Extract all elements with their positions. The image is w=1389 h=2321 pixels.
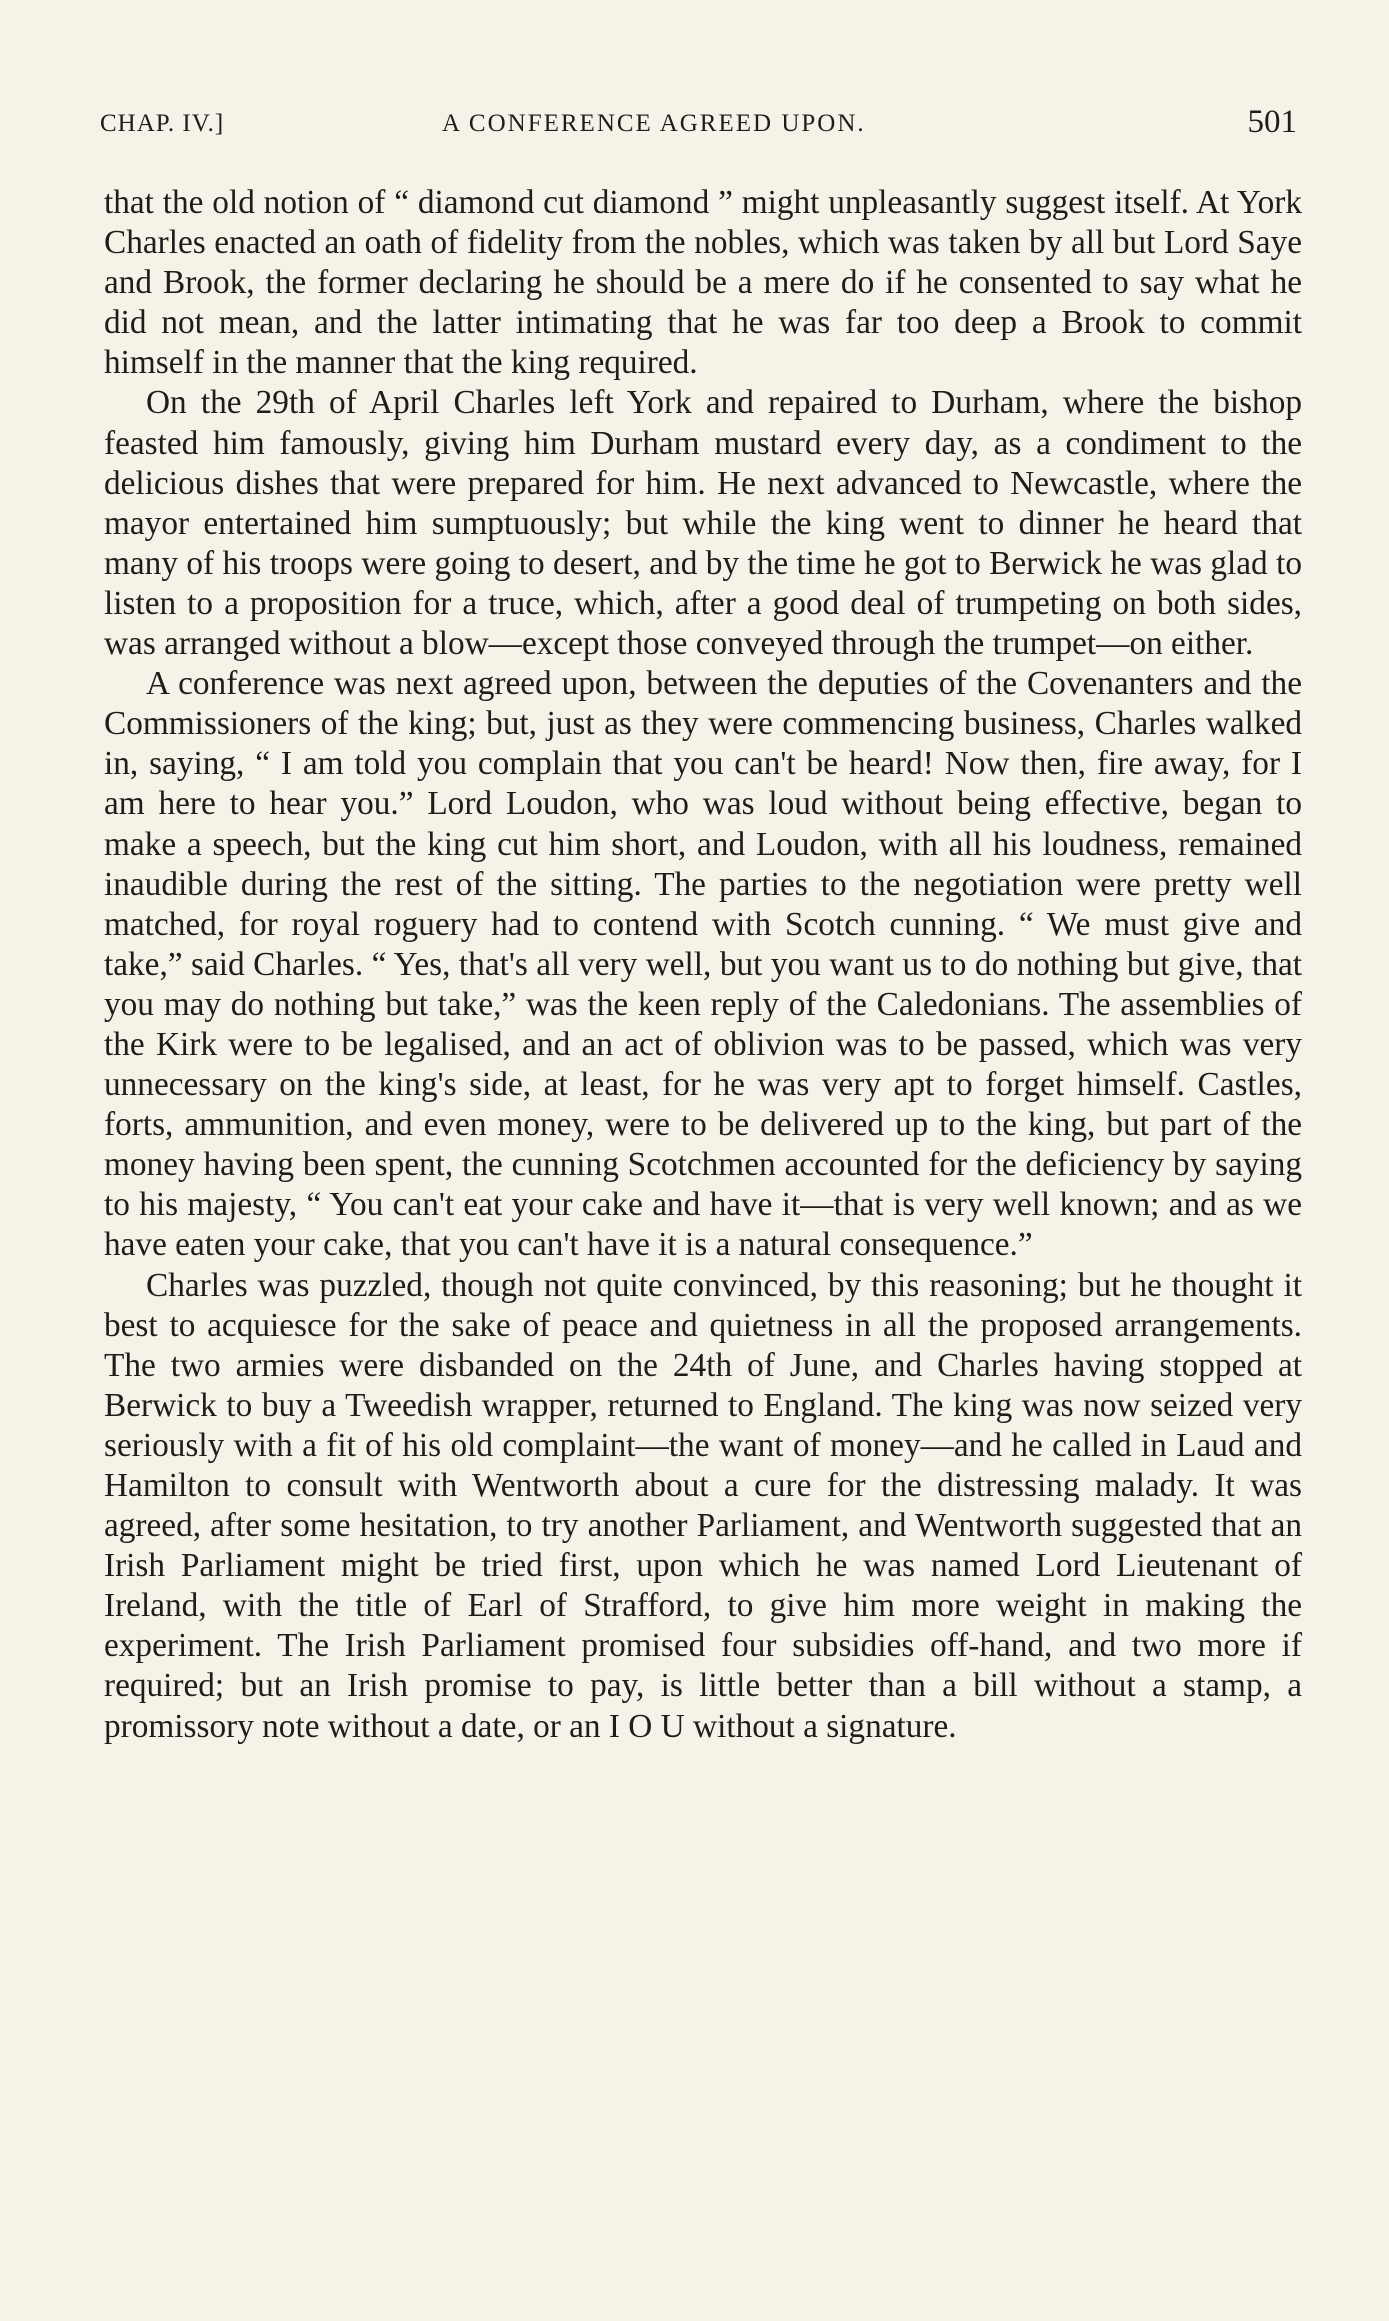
paragraph: On the 29th of April Charles left York and repaired to Durham, where the bishop feasted him famously, giving him Durham mustard every day, as a condiment to the delicious dishes that were prepared for him. He next advanced to Newcastle, where the mayor entertained him sumptuously; but while the king went to dinner he heard that many of his troops were going to desert, and by the time he got to Berwick he was glad to listen to a proposition for a truce, which, after a good deal of trumpeting on both sides, was arranged without a blow—except those conveyed through the trumpet—on either. — [104, 384, 1302, 663]
paragraph: that the old notion of “ diamond cut diamond ” might unpleasantly suggest itself. At York Charles enacted an oath of fidelity from the nobles, which was taken by all but Lord Saye and Brook, the former declaring he should be a mere do if he consented to say what he did not mean, and the latter intimating that he was far too deep a Brook to commit himself in the manner that the king required. — [104, 184, 1302, 382]
page-number: 501 — [1247, 104, 1297, 140]
paragraph: Charles was puzzled, though not quite convinced, by this reasoning; but he thought it best to acquiesce for the sake of peace and quietness in all the proposed arrangements. The two armies were disbanded on the 24th of June, and Charles having stopped at Berwick to buy a Tweedish wrapper, returned to England. The king was now seized very seriously with a fit of his old complaint—the want of money—and he called in Laud and Hamilton to consult with Wentworth about a cure for the distressing malady. It was agreed, after some hesitation, to try another Parliament, and Wentworth suggested that an Irish Parliament might be tried first, upon which he was named Lord Lieutenant of Ireland, with the title of Earl of Strafford, to give him more weight in making the experiment. The Irish Parliament promised four subsidies off-hand, and two more if required; but an Irish promise to pay, is little better than a bill without a stamp, a promissory note without a date, or an I O U without a signature. — [104, 1266, 1302, 1745]
chapter-label: CHAP. IV.] — [100, 110, 225, 137]
paragraph: A conference was next agreed upon, between the deputies of the Covenanters and the Commissioners of the king; but, just as they were commencing business, Charles walked in, saying, “ I am told you complain that you can't be heard! Now then, fire away, for I am here to hear you.” Lord Loudon, who was loud without being effective, began to make a speech, but the king cut him short, and Loudon, with all his loudness, remained inaudible during the rest of the sitting. The parties to the negotiation were pretty well matched, for royal roguery had to contend with Scotch cunning. “ We must give and take,” said Charles. “ Yes, that's all very well, but you want us to do nothing but give, that you may do nothing but take,” was the keen reply of the Caledonians. The assemblies of the Kirk were to be legalised, and an act of oblivion was to be passed, which was very unnecessary on the king's side, at least, for he was very apt to forget himself. Castles, forts, ammunition, and even money, were to be delivered up to the king, but part of the money having been spent, the cunning Scotchmen accounted for the deficiency by saying to his majesty, “ You can't eat your cake and have it—that is very well known; and as we have eaten your cake, that you can't have it is a natural consequence.” — [104, 665, 1302, 1264]
running-head — [100, 100, 1297, 140]
running-title: A CONFERENCE AGREED UPON. — [442, 110, 866, 137]
body-text — [104, 183, 1302, 1747]
